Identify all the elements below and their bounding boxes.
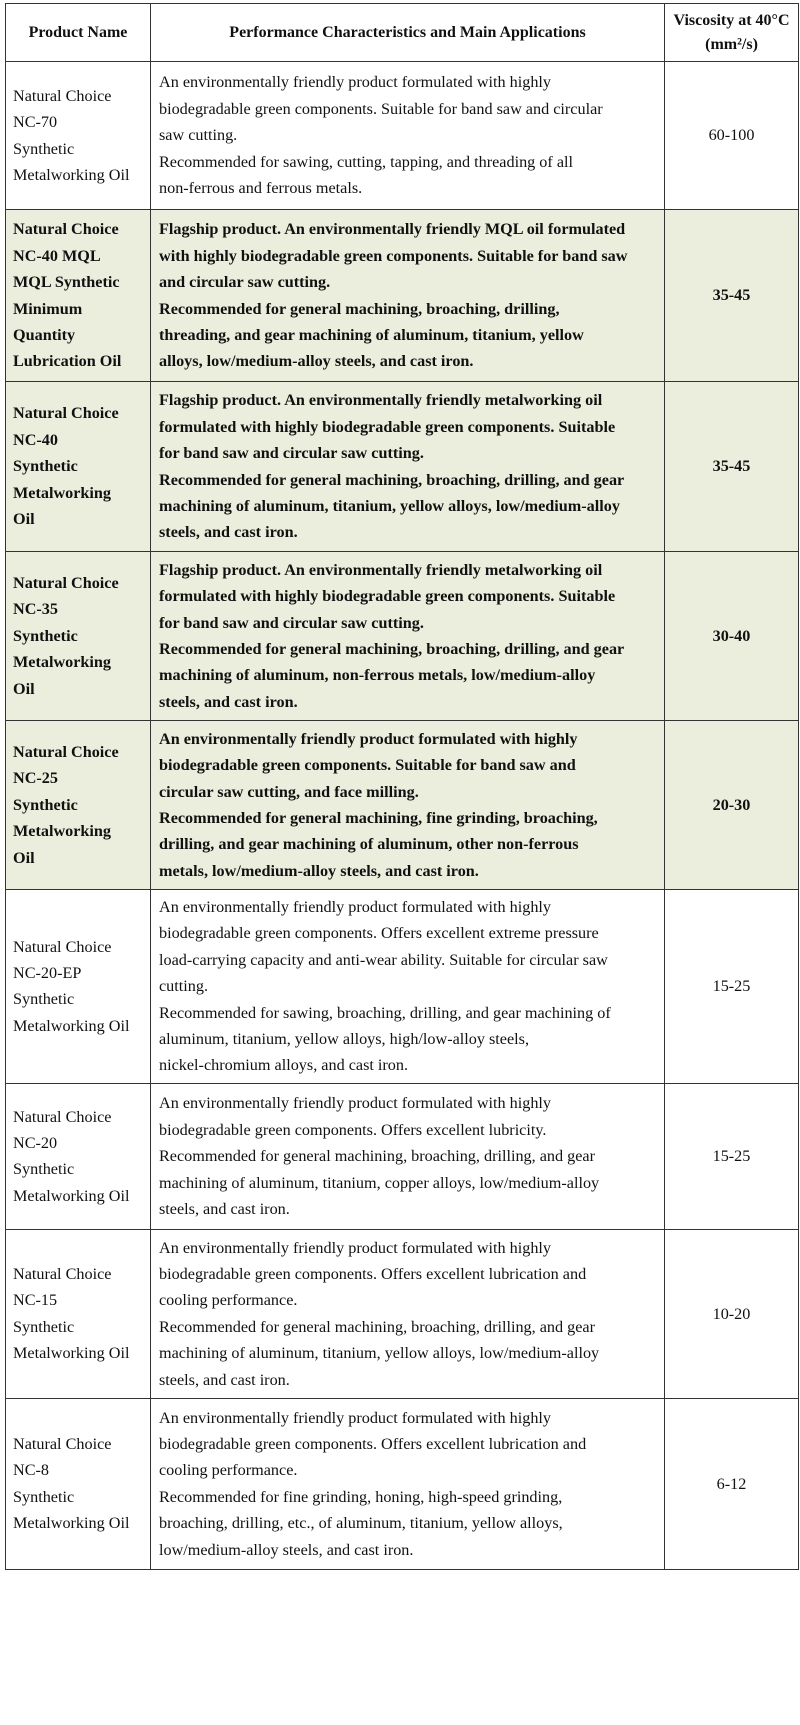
product-name-line: Metalworking Oil (13, 1186, 130, 1205)
product-name-line: Natural Choice (13, 1435, 112, 1454)
product-name-line: Metalworking Oil (13, 1514, 130, 1533)
product-name-line: NC-25 (13, 769, 58, 788)
viscosity-cell: 10-20 (665, 1229, 799, 1398)
characteristics-line: drilling, and gear machining of aluminum, other non-ferrous (159, 835, 579, 854)
product-name-line: NC-35 (13, 600, 58, 619)
product-name-line: Natural Choice (13, 86, 112, 105)
product-name-line: Natural Choice (13, 1107, 112, 1126)
characteristics-cell (151, 62, 665, 210)
characteristics-cell (151, 721, 665, 890)
product-name-line: Oil (13, 848, 35, 867)
characteristics-line: metals, low/medium-alloy steels, and cast iron. (159, 861, 479, 880)
characteristics-line: Recommended for sawing, broaching, drilling, and gear machining of (159, 1003, 611, 1022)
product-name-cell (6, 62, 151, 210)
viscosity-cell: 20-30 (665, 721, 799, 890)
product-name-line: Synthetic (13, 626, 78, 645)
product-name-line: Metalworking Oil (13, 1344, 130, 1363)
characteristics-line: biodegradable green components. Offers excellent lubrication and (159, 1265, 587, 1284)
product-name-line: Synthetic (13, 457, 78, 476)
characteristics-cell (151, 552, 665, 721)
characteristics-line: cooling performance. (159, 1461, 298, 1480)
product-name-line: NC-20-EP (13, 964, 82, 983)
characteristics-line: machining of aluminum, titanium, yellow alloys, low/medium-alloy (159, 496, 620, 515)
characteristics-cell (151, 382, 665, 552)
product-name-line: Minimum (13, 299, 83, 318)
product-name-line: Natural Choice (13, 742, 119, 761)
table-body (6, 62, 799, 1570)
characteristics-line: saw cutting. (159, 126, 238, 145)
table-row (6, 382, 799, 552)
viscosity-cell: 60-100 (665, 62, 799, 210)
viscosity-cell: 6-12 (665, 1398, 799, 1569)
characteristics-line: Recommended for sawing, cutting, tapping, and threading of all (159, 152, 574, 171)
product-name-cell (6, 1229, 151, 1398)
characteristics-line: biodegradable green components. Suitable for band saw and (159, 756, 576, 775)
characteristics-line: biodegradable green components. Suitable for band saw and circular (159, 99, 603, 118)
table-row (6, 210, 799, 382)
characteristics-line: cutting. (159, 977, 209, 996)
product-name-line: Natural Choice (13, 1265, 112, 1284)
product-name-line: Quantity (13, 325, 76, 344)
product-name-cell (6, 210, 151, 382)
product-name-line: Synthetic (13, 1317, 75, 1336)
product-name-line: Metalworking (13, 653, 112, 672)
product-name-line: Natural Choice (13, 404, 119, 423)
product-name-line: Metalworking Oil (13, 165, 130, 184)
product-name-line: NC-8 (13, 1461, 49, 1480)
characteristics-line: An environmentally friendly product formulated with highly (159, 1238, 552, 1257)
product-name-line: Natural Choice (13, 937, 112, 956)
characteristics-line: steels, and cast iron. (159, 1199, 290, 1218)
table-row (6, 1398, 799, 1569)
product-name-line: Synthetic (13, 795, 78, 814)
characteristics-line: biodegradable green components. Offers excellent extreme pressure (159, 924, 599, 943)
viscosity-cell: 15-25 (665, 890, 799, 1084)
characteristics-line: steels, and cast iron. (159, 523, 298, 542)
characteristics-line: non-ferrous and ferrous metals. (159, 179, 363, 198)
characteristics-line: An environmentally friendly product formulated with highly (159, 73, 552, 92)
characteristics-line: steels, and cast iron. (159, 1370, 290, 1389)
characteristics-line: and circular saw cutting. (159, 273, 331, 292)
product-name-line: Oil (13, 510, 35, 529)
product-name-line: NC-40 (13, 430, 58, 449)
product-name-cell (6, 890, 151, 1084)
table-row (6, 721, 799, 890)
characteristics-line: Flagship product. An environmentally friendly metalworking oil (159, 391, 603, 410)
product-name-cell (6, 721, 151, 890)
table-row (6, 1229, 799, 1398)
characteristics-line: An environmentally friendly product formulated with highly (159, 729, 578, 748)
header-product-name: Product Name (6, 4, 151, 62)
characteristics-line: Flagship product. An environmentally friendly metalworking oil (159, 560, 603, 579)
characteristics-line: steels, and cast iron. (159, 692, 298, 711)
characteristics-line: An environmentally friendly product formulated with highly (159, 898, 552, 916)
characteristics-line: alloys, low/medium-alloy steels, and cast iron. (159, 352, 474, 371)
table-header-row (6, 4, 799, 62)
characteristics-line: biodegradable green components. Offers excellent lubrication and (159, 1435, 587, 1454)
characteristics-line: Recommended for general machining, broaching, drilling, and gear (159, 470, 625, 489)
product-name-line: NC-40 MQL (13, 246, 101, 265)
characteristics-cell (151, 890, 665, 1084)
table-row (6, 890, 799, 1084)
product-name-line: NC-70 (13, 113, 58, 132)
characteristics-line: Flagship product. An environmentally friendly MQL oil formulated (159, 220, 626, 239)
product-name-line: Metalworking (13, 483, 112, 502)
characteristics-line: machining of aluminum, non-ferrous metals, low/medium-alloy (159, 666, 596, 685)
characteristics-line: machining of aluminum, titanium, yellow alloys, low/medium-alloy (159, 1344, 600, 1363)
product-name-line: Natural Choice (13, 220, 119, 239)
characteristics-cell (151, 1398, 665, 1569)
viscosity-cell: 30-40 (665, 552, 799, 721)
characteristics-line: formulated with highly biodegradable green components. Suitable (159, 587, 616, 606)
table-row (6, 62, 799, 210)
viscosity-cell: 35-45 (665, 382, 799, 552)
table-row (6, 552, 799, 721)
characteristics-line: Recommended for general machining, broaching, drilling, and gear (159, 1317, 596, 1336)
product-name-line: Synthetic (13, 1160, 75, 1179)
product-name-line: Natural Choice (13, 573, 119, 592)
product-name-line: Metalworking Oil (13, 1016, 130, 1035)
characteristics-line: nickel-chromium alloys, and cast iron. (159, 1056, 409, 1075)
characteristics-line: Recommended for general machining, broaching, drilling, and gear (159, 640, 625, 658)
product-name-cell (6, 1083, 151, 1229)
characteristics-line: Recommended for general machining, fine grinding, broaching, (159, 809, 598, 827)
characteristics-line: broaching, drilling, etc., of aluminum, titanium, yellow alloys, (159, 1514, 563, 1533)
product-name-line: Lubrication Oil (13, 352, 122, 371)
characteristics-line: circular saw cutting, and face milling. (159, 782, 419, 801)
characteristics-line: machining of aluminum, titanium, copper alloys, low/medium-alloy (159, 1173, 600, 1192)
characteristics-line: Recommended for general machining, broaching, drilling, (159, 299, 560, 318)
product-name-line: Synthetic (13, 1487, 75, 1506)
header-viscosity: Viscosity at 40°C (mm²/s) (665, 4, 799, 62)
product-name-line: NC-20 (13, 1133, 58, 1152)
product-name-line: Synthetic (13, 139, 75, 158)
characteristics-line: with highly biodegradable green components. Suitable for band saw (159, 246, 628, 265)
characteristics-line: threading, and gear machining of aluminum, titanium, yellow (159, 325, 584, 344)
characteristics-line: for band saw and circular saw cutting. (159, 613, 424, 632)
characteristics-line: low/medium-alloy steels, and cast iron. (159, 1540, 414, 1559)
characteristics-line: aluminum, titanium, yellow alloys, high/low-alloy steels, (159, 1030, 530, 1049)
product-name-cell (6, 552, 151, 721)
product-name-line: Oil (13, 679, 35, 698)
characteristics-line: Recommended for general machining, broaching, drilling, and gear (159, 1147, 596, 1166)
characteristics-line: cooling performance. (159, 1291, 298, 1310)
characteristics-cell (151, 1083, 665, 1229)
viscosity-cell: 15-25 (665, 1083, 799, 1229)
characteristics-line: biodegradable green components. Offers excellent lubricity. (159, 1120, 547, 1139)
product-name-line: NC-15 (13, 1291, 58, 1310)
viscosity-cell: 35-45 (665, 210, 799, 382)
characteristics-line: An environmentally friendly product formulated with highly (159, 1094, 552, 1113)
product-name-cell (6, 382, 151, 552)
product-name-line: MQL Synthetic (13, 273, 120, 292)
characteristics-line: Recommended for fine grinding, honing, high-speed grinding, (159, 1487, 563, 1506)
characteristics-line: An environmentally friendly product formulated with highly (159, 1408, 552, 1427)
characteristics-line: formulated with highly biodegradable green components. Suitable (159, 417, 616, 436)
characteristics-line: for band saw and circular saw cutting. (159, 444, 424, 463)
product-table (5, 3, 799, 1570)
characteristics-cell (151, 1229, 665, 1398)
table-row (6, 1083, 799, 1229)
header-characteristics: Performance Characteristics and Main Applications (151, 4, 665, 62)
product-name-line: Metalworking (13, 822, 112, 841)
product-name-line: Synthetic (13, 990, 75, 1009)
characteristics-cell (151, 210, 665, 382)
characteristics-line: load-carrying capacity and anti-wear ability. Suitable for circular saw (159, 950, 608, 969)
product-name-cell (6, 1398, 151, 1569)
